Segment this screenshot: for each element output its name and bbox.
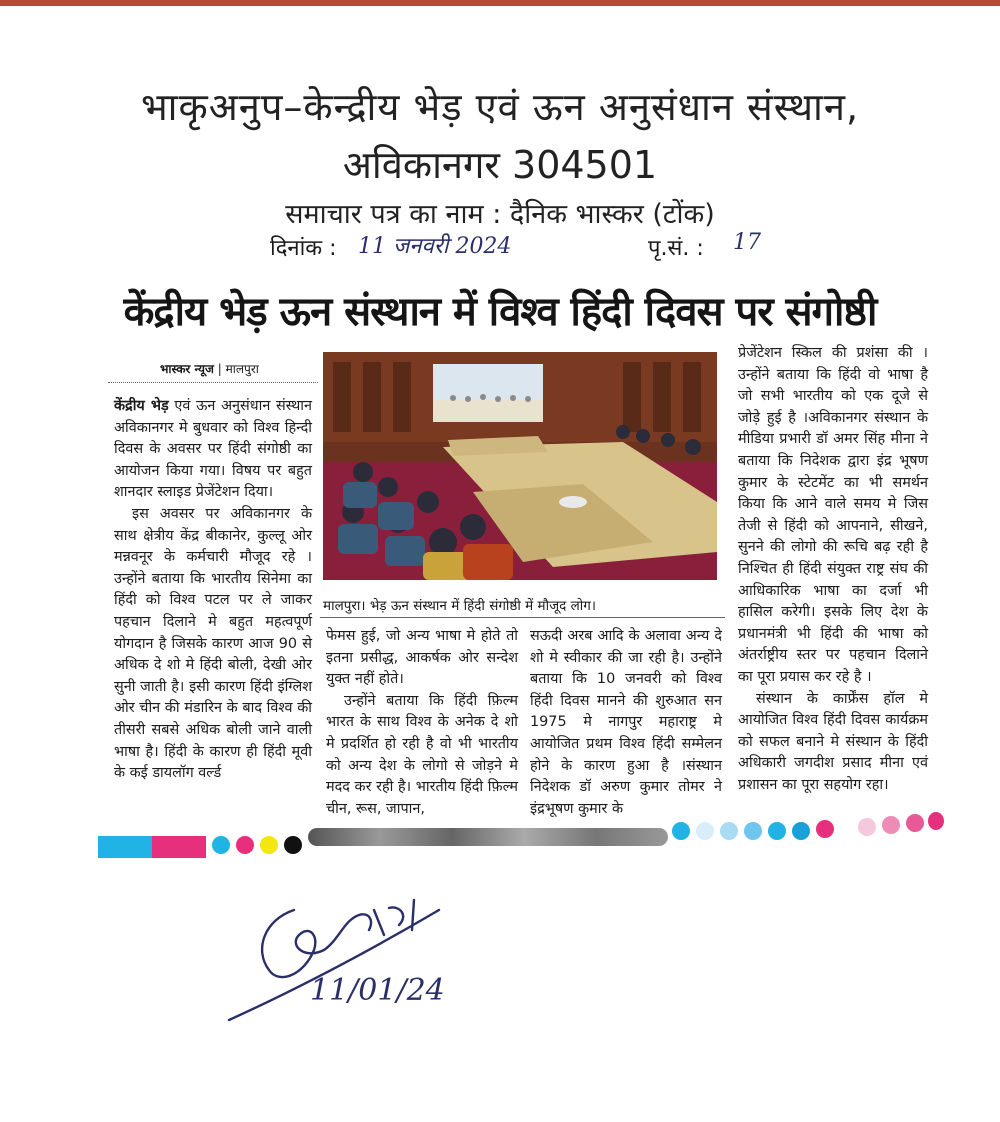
paragraph: संस्थान के कार्फ्रेंस हॉल मे आयोजित विश्व हिंदी दिवस कार्यक्रम को सफल बनाने मे संस्थान के हिंदी अधिकारी जगदीश प्रसाद मीना एवं प्रशासन का पूरा सहयोग रहा।	[738, 690, 928, 793]
event-photo	[323, 352, 717, 580]
tint-dot	[720, 822, 738, 840]
tint-dot	[696, 822, 714, 840]
photo-caption: मालपुरा। भेड़ ऊन संस्थान में हिंदी संगोष्ठी में मौजूद लोग।	[323, 598, 596, 614]
cyan-dot	[792, 822, 810, 840]
magenta-dot	[236, 836, 254, 854]
byline-place: मालपुरा	[225, 362, 259, 376]
article-column-4	[738, 343, 928, 796]
byline	[160, 360, 259, 377]
article-headline: केंद्रीय भेड़ ऊन संस्थान में विश्व हिंदी दिवस पर संगोष्ठी	[123, 289, 877, 335]
tint-dot	[858, 818, 876, 836]
magenta-dot	[928, 812, 944, 830]
magenta-dot	[906, 814, 924, 832]
cyan-dot	[672, 822, 690, 840]
article-column-1	[114, 396, 312, 785]
newspaper-name-line: समाचार पत्र का नाम : दैनिक भास्कर (टोंक)	[285, 199, 715, 230]
article-column-2	[326, 626, 518, 820]
byline-divider	[108, 382, 318, 383]
conference-hall-photo-illustration	[323, 352, 717, 580]
cyan-swatch	[98, 836, 152, 858]
lead-words: केंद्रीय भेड़	[114, 398, 169, 414]
magenta-swatch	[152, 836, 206, 858]
cyan-dot	[768, 822, 786, 840]
magenta-dot	[816, 820, 834, 838]
byline-source: भास्कर न्यूज	[160, 362, 214, 376]
paragraph: प्रेजेंटेशन स्किल की प्रशंसा की । उन्होंने बताया कि हिंदी वो भाषा है जो सभी भारतीय को एक दूजे से जोड़े हुई है ।अविकानगर संस्थान के मीडिया प्रभारी डॉ अमर सिंह मीना ने बताया कि निदेशक द्वारा इंद्र भूषण कुमार के स्टेटमेंट का भी समर्थन किया कि आने वाले समय मे जिस तेजी से हिंदी को आपनाने, सीखने, सुनने की लोगो की रूचि बढ़ रही है निश्चित ही हिंदी संयुक्त राष्ट्र संघ की आधिकारिक भाषा का दर्जा भी हासिल करेगी। इसके लिए देश के प्रधानमंत्री भी हिंदी की भाषा को अंतर्राष्ट्रीय स्तर पर पहचान दिलाने का पूरा प्रयास कर रहे है ।	[738, 345, 928, 685]
institute-name-line1: भाकृअनुप–केन्द्रीय भेड़ एवं ऊन अनुसंधान संस्थान,	[140, 85, 860, 129]
caption-divider	[320, 617, 725, 618]
date-value-handwritten: 11 जनवरी 2024	[358, 234, 512, 259]
article-column-3	[530, 626, 722, 820]
grey-scale-strip	[308, 828, 668, 846]
paragraph: उन्होंने बताया कि हिंदी फ़िल्म भारत के साथ विश्व के अनेक दे शो मे प्रदर्शित हो रही है वो भी भारतीय को अन्य देश के लोगो से जोड़ने मे मदद कर रही है। भारतीय हिंदी फ़िल्म चीन, रूस, जापान,	[326, 692, 518, 817]
handwritten-signature	[224, 890, 464, 1030]
paragraph: इस अवसर पर अविकानगर के साथ क्षेत्रीय केंद्र बीकानेर, कुल्लू ओर मन्नवनूर के कर्मचारी मौजूद रहे । उन्होंने बताया कि भारतीय सिनेमा का हिंदी को विश्व पटल पर ले जाकर पहचान दिलाने मे बहुत महत्वपूर्ण योगदान है जिसके कारण आज 90 से अधिक दे शो मे हिंदी बोली, देखी ओर सुनी जाती है। इसी कारण हिंदी इंग्लिश ओर चीन की मंडारिन के बाद विश्व की तीसरी सबसे अधिक बोली जाने वाली भाषा है। हिंदी के कारण ही हिंदी मूवी के कई डायलॉग वर्ल्ड	[114, 505, 312, 782]
signature-date: 11/01/24	[310, 973, 445, 1008]
black-dot	[284, 836, 302, 854]
top-edge-strip	[0, 0, 1000, 6]
paragraph: एवं ऊन अनुसंधान संस्थान अविकानगर मे बुधवार को विश्व हिन्दी दिवस के अवसर पर हिंदी संगोष्ठी का आयोजन किया गया। विषय पर बहुत शानदार स्लाइड प्रेजेंटेशन दिया।	[114, 398, 312, 501]
page-value-handwritten: 17	[733, 230, 761, 255]
paragraph: फेमस हुई, जो अन्य भाषा मे होते तो इतना प्रसीद्ध, आकर्षक ओर सन्देश युक्त नहीं होते।	[326, 628, 518, 688]
institute-name-line2: अविकानगर 304501	[342, 143, 658, 187]
page-label: पृ.सं. :	[648, 236, 704, 261]
tint-dot	[882, 816, 900, 834]
tint-dot	[744, 822, 762, 840]
paragraph: सऊदी अरब आदि के अलावा अन्य दे शो मे स्वीकार की जा रही है। उन्होंने बताया कि 10 जनवरी को विश्व हिंदी दिवस मानने की शुरुआत सन 1975 मे नागपुर महाराष्ट्र मे आयोजित प्रथम विश्व हिंदी सम्मेलन होने के कारण हुआ है ।संस्थान निदेशक डॉ अरुण कुमार तोमर ने इंद्रभूषण कुमार के	[530, 628, 722, 817]
cyan-dot	[212, 836, 230, 854]
date-label: दिनांक :	[270, 236, 337, 261]
yellow-dot	[260, 836, 278, 854]
byline-separator: |	[213, 362, 226, 376]
